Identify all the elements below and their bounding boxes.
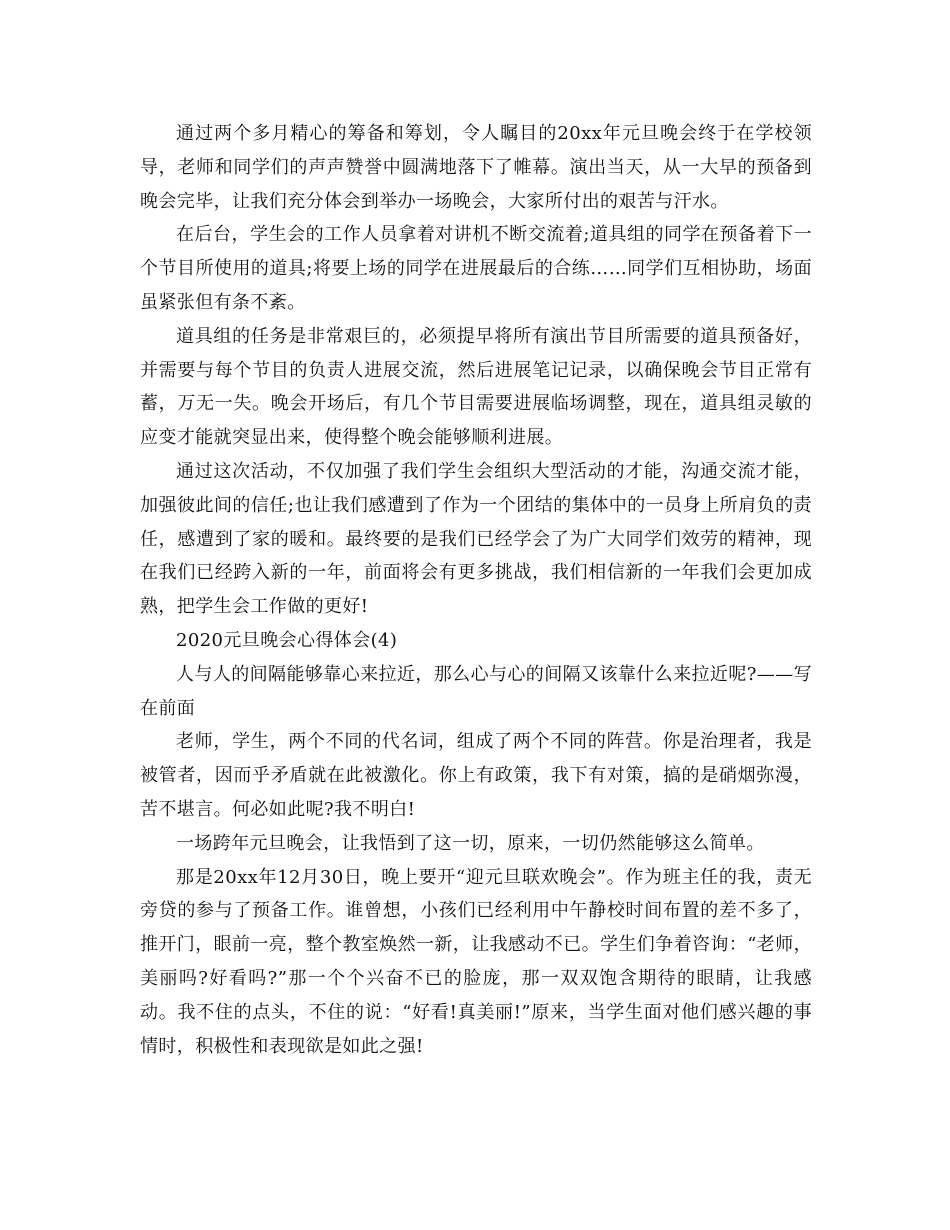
paragraph-3: 道具组的任务是非常艰巨的，必须提早将所有演出节目所需要的道具预备好，并需要与每个节目的负责人进展交流，然后进展笔记记录，以确保晚会节目正常有蓄，万无一失。晚会开场后，有几个节目需要进展临场调整，现在，道具组灵敏的应变才能就突显出来，使得整个晚会能够顺利进展。: [140, 325, 812, 449]
section-heading: 2020元旦晚会心得体会(4): [176, 629, 398, 651]
paragraph-4: 通过这次活动，不仅加强了我们学生会组织大型活动的才能，沟通交流才能，加强彼此间的信任;也让我们感遭到了作为一个团结的集体中的一员身上所肩负的责任，感遭到了家的暖和。最终要的是我们已经学会了为广大同学们效劳的精神，现在我们已经跨入新的一年，前面将会有更多挑战，我们相信新的一年我们会更加成熟，把学生会工作做的更好!: [140, 460, 812, 618]
paragraph-7: 一场跨年元旦晚会，让我悟到了这一切，原来，一切仍然能够这么简单。: [176, 832, 765, 854]
paragraph-8: 那是20xx年12月30日，晚上要开“迎元旦联欢晚会”。作为班主任的我，责无旁贷的参与了预备工作。谁曾想，小孩们已经利用中午静校时间布置的差不多了，推开门，眼前一亮，整个教室焕然一新，让我感动不已。学生们争着咨询：“老师，美丽吗?好看吗?”那一个个兴奋不已的脸庞，那一双双饱含期待的眼睛，让我感动。我不住的点头，不住的说：“好看!真美丽!”原来，当学生面对他们感兴趣的事情时，积极性和表现欲是如此之强!: [140, 866, 812, 1057]
document-page: [140, 117, 812, 1063]
paragraph-5: 人与人的间隔能够靠心来拉近，那么心与心的间隔又该靠什么来拉近呢?——写在前面: [140, 663, 812, 719]
paragraph-6: 老师，学生，两个不同的代名词，组成了两个不同的阵营。你是治理者，我是被管者，因而乎矛盾就在此被激化。你上有政策，我下有对策，搞的是硝烟弥漫，苦不堪言。何必如此呢?我不明白!: [140, 731, 812, 820]
paragraph-2: 在后台，学生会的工作人员拿着对讲机不断交流着;道具组的同学在预备着下一个节目所使用的道具;将要上场的同学在进展最后的合练……同学们互相协助，场面虽紧张但有条不紊。: [140, 224, 812, 313]
paragraph-1: 通过两个多月精心的筹备和筹划，令人瞩目的20xx年元旦晚会终于在学校领导，老师和同学们的声声赞誉中圆满地落下了帷幕。演出当天，从一大早的预备到晚会完毕，让我们充分体会到举办一场晚会，大家所付出的艰苦与汗水。: [140, 123, 812, 212]
